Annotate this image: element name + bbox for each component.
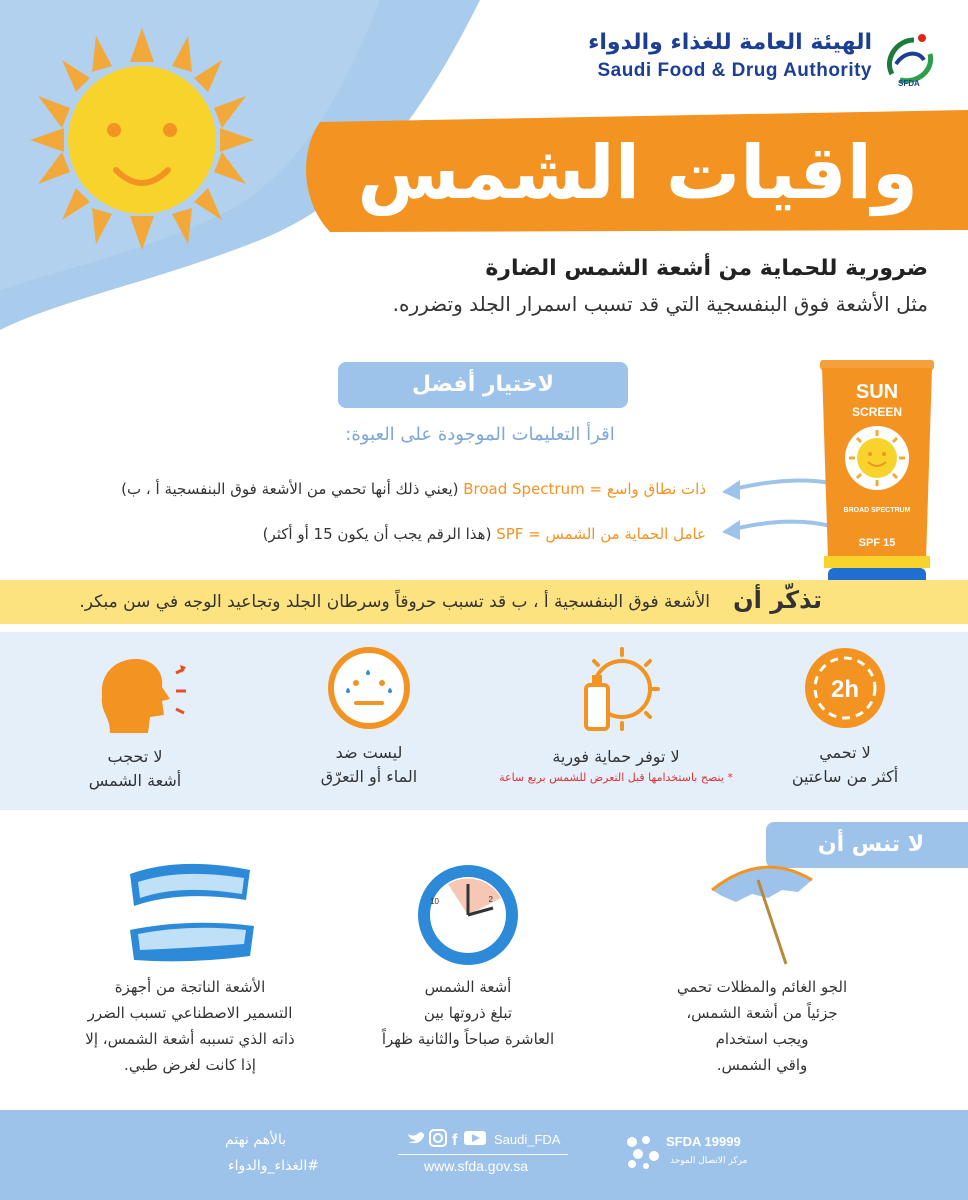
call-center-number: SFDA 19999 (666, 1134, 741, 1149)
broad-spectrum-explanation: (يعني ذلك أنها تحمي من الأشعة فوق البنفسجية أ ، ب) (121, 480, 459, 498)
page-title: واقيات الشمس (357, 130, 918, 216)
subtitle-description: مثل الأشعة فوق البنفسجية التي قد تسبب اسمرار الجلد وتضرره. (392, 292, 928, 316)
dont-forget-text-line: إذا كانت لغرض طبي. (124, 1056, 256, 1074)
svg-text:SUN: SUN (855, 381, 899, 403)
dont-forget-text-line: الجو الغائم والمظلات تحمي (676, 978, 848, 996)
read-instructions: اقرأ التعليمات الموجودة على العبوة: (345, 424, 615, 445)
choose-best-pill: لاختيار أفضل (338, 362, 628, 408)
spf-explanation: (هذا الرقم يجب أن يكون 15 أو أكثر) (262, 525, 492, 543)
footer (0, 1110, 968, 1200)
warning-note: * ينصح باستخدامها قبل التعرض للشمس بربع ساعة (499, 771, 733, 784)
broad-spectrum-line (121, 480, 706, 498)
sunscreen-sun-icon (566, 645, 666, 735)
dont-forget-text-line: أشعة الشمس (424, 978, 512, 996)
logo-english: Saudi Food & Drug Authority (597, 60, 872, 81)
svg-text:SFDA: SFDA (898, 79, 920, 88)
footer-hashtag[interactable]: #الغذاء_والدواء (228, 1158, 319, 1174)
spf-line (263, 525, 706, 543)
svg-text:2: 2 (488, 895, 493, 904)
social-handle[interactable]: Saudi_FDA (494, 1132, 561, 1147)
logo-arabic: الهيئة العامة للغذاء والدواء (588, 30, 872, 55)
svg-text:10: 10 (430, 897, 439, 906)
warning-not-waterproof (264, 645, 474, 789)
dont-forget-text-line: الأشعة الناتجة من أجهزة (114, 978, 266, 996)
svg-text:2h: 2h (830, 676, 860, 703)
tanning-bed-icon (120, 860, 260, 970)
warning-label-line2: أكثر من ساعتين (791, 767, 899, 786)
dont-forget-clouds-umbrellas (632, 860, 892, 1078)
website-link[interactable]: www.sfda.gov.sa (424, 1158, 529, 1174)
dont-forget-text-line: تبلغ ذروتها بين (423, 1004, 513, 1022)
umbrella-icon (702, 860, 822, 970)
clock-2h-icon (802, 645, 888, 731)
warning-label-line1: ليست ضد (335, 743, 403, 762)
svg-text:SPF 15: SPF 15 (858, 537, 896, 549)
svg-text:SCREEN: SCREEN (851, 405, 903, 419)
warning-label-line1: لا تحمي (819, 743, 871, 762)
spf-term: عامل الحماية من الشمس = SPF (496, 525, 706, 543)
dont-forget-pill: لا تنس أن (766, 822, 968, 868)
dont-forget-text-line: واقي الشمس. (716, 1056, 808, 1074)
social-icons[interactable] (406, 1128, 492, 1148)
sunscreen-tube-icon (814, 360, 940, 606)
sweating-face-icon (326, 645, 412, 731)
clock-icon (413, 860, 523, 970)
instagram-icon (430, 1130, 446, 1146)
sun-illustration (30, 28, 254, 250)
dont-forget-text-line: جزئياً من أشعة الشمس، (686, 1004, 838, 1022)
footer-divider (398, 1154, 568, 1155)
twitter-icon (408, 1132, 424, 1143)
head-sun-rays-icon (80, 645, 190, 735)
warning-label-line2: أشعة الشمس (88, 771, 182, 790)
svg-text:BROAD SPECTRUM: BROAD SPECTRUM (843, 507, 911, 514)
remember-label: تذكّر أن (733, 586, 822, 614)
remember-text: الأشعة فوق البنفسجية أ ، ب قد تسبب حروقاً وسرطان الجلد وتجاعيد الوجه في سن مبكر. (79, 592, 710, 612)
warning-label-line1: لا تحجب (107, 747, 163, 766)
dont-forget-text-line: التسمير الاصطناعي تسبب الضرر (87, 1004, 293, 1022)
sfda-logo-icon (878, 30, 940, 88)
warning-no-instant-protection (496, 645, 736, 784)
warning-not-block-sun (30, 645, 240, 793)
warning-two-hours (740, 645, 950, 789)
call-center-label: مركز الاتصال الموحد (670, 1156, 748, 1166)
footer-slogan: بالأهم نهتم (225, 1132, 287, 1148)
call-center-icon (624, 1134, 662, 1170)
dont-forget-text-line: ويجب استخدام (715, 1030, 809, 1048)
broad-spectrum-term: ذات نطاق واسع = Broad Spectrum (463, 480, 706, 498)
subtitle: ضرورية للحماية من أشعة الشمس الضارة (485, 256, 928, 281)
dont-forget-tanning-beds (40, 860, 340, 1078)
facebook-icon: f (452, 1132, 458, 1148)
dont-forget-text-line: ذاته الذي تسببه أشعة الشمس، إلا (85, 1030, 295, 1048)
warning-label-line2: الماء أو التعرّق (320, 767, 418, 786)
warning-label-line1: لا توفر حماية فورية (552, 747, 680, 766)
dont-forget-text-line: العاشرة صباحاً والثانية ظهراً (381, 1030, 555, 1048)
dont-forget-peak-hours (338, 860, 598, 1052)
